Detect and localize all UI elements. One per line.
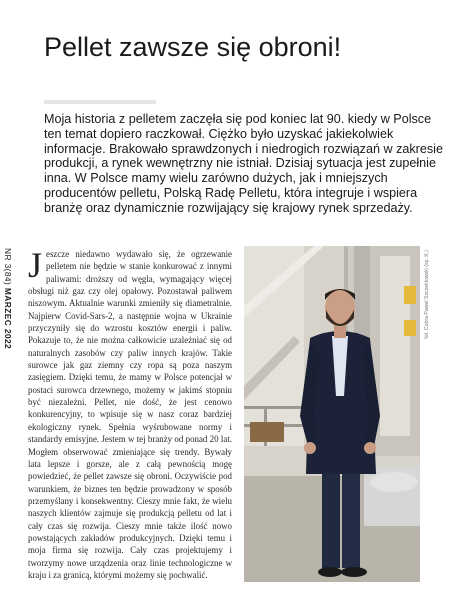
issue-marker xyxy=(3,248,13,349)
article-body-text: eszcze niedawno wydawało się, że ogrzewanie pelletem nie będzie w stanie konkurować z innymi paliwami: droższy od węgla, wymagający więcej obsługi niż gaz czy olej opałowy. Pozostawał paliwem niszowym. Aktualnie warunki zmieniły się diametralnie. Najpierw Covid-Sars-2, a następnie wojna w Ukrainie przyczyniły się do wzrostu kosztów energii i paliw. Pokazuje to, że nie można całkowicie uzależniać się od naturalnych zasobów czy paliw innych krajów. Takie surowce jak gaz ziemny czy ropa są poza naszym zasięgiem. Dzięki temu, że mamy w Polsce potencjał w postaci surowca drzewnego, możemy w jakimś stopniu być niezależni. Pellet, nie dość, że jest cenowo konkurencyjny, to wpisuje się w nasz coraz bardziej ekologiczny rynek. Spełnia wyśrubowane normy i standardy emisyjne. Jestem w tej branży od ponad 20 lat. Mogłem obserwować zmieniające się trendy. Bywały lata lepsze i gorsze, ale z całą pewnością mogę powiedzieć, że pellet zawsze się obroni. Oczywiście pod warunkiem, że biznes ten będzie prowadzony w sposób przemyślany i konsekwentny. Cieszy mnie fakt, że wielu naszych klientów zajmuje się produkcją pelletu od lat i cały czas się rozwija. Cieszy mnie także ilość nowo powstających zakładów produkcyjnych. Dzięki temu i moja firma się rozwija. Cały czas projektujemy i tworzymy nowe urządzenia oraz linie technologiczne w kraju i za granicą, którymi możemy się pochwalić. xyxy=(28,249,232,580)
issue-number: NR 3(84) xyxy=(3,248,13,286)
article-lead: Moja historia z pelletem zaczęła się pod koniec lat 90. kiedy w Polsce ten temat dopiero raczkował. Ciężko było uzyskać jakiekolwiek informacje. Brakowało sprawdzonych i niedrogich rozwiązań w zakresie produkcji, a rynek wewnętrzny nie istniał. Dzisiaj sytuacja jest zupełnie inna. W Polsce mamy wielu zarówno dużych, jak i mniejszych producentów pelletu, Polską Radę Pelletu, która integruje i wspiera branżę oraz dynamicznie rozwijający się krajowy rynek sprzedaży. xyxy=(44,112,443,215)
article-title: Pellet zawsze się obroni! xyxy=(44,32,342,62)
article-body xyxy=(28,245,232,581)
portrait-illustration xyxy=(244,246,420,582)
portrait-photo xyxy=(244,246,420,582)
photo-credit: fot. Cobra Pawel Szczeklowski (sp. K.) xyxy=(424,250,430,339)
issue-date: MARZEC 2022 xyxy=(3,287,13,350)
title-divider xyxy=(44,100,156,104)
drop-cap: J xyxy=(28,245,43,285)
